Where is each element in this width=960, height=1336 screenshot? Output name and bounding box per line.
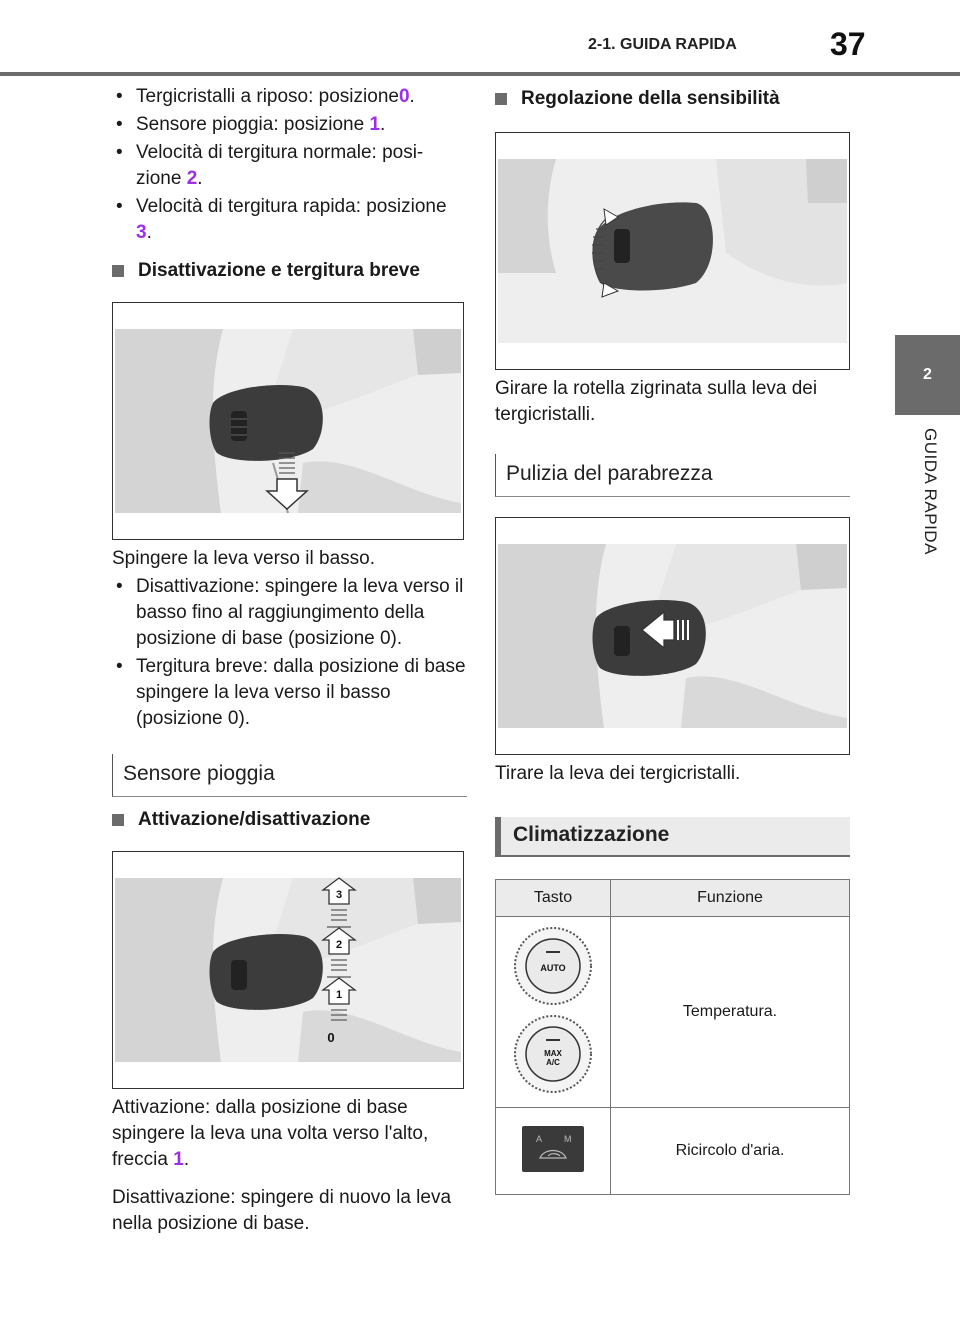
position-label-3: 3: [335, 889, 343, 901]
page-number: 37: [830, 26, 866, 62]
climate-function-table: [495, 879, 850, 1195]
column-header-tasto: Tasto: [496, 880, 611, 917]
paragraph-spingere: Spingere la leva verso il basso.: [112, 548, 375, 569]
figure-lever-down: [112, 302, 464, 540]
button-label-a: A: [536, 1133, 543, 1144]
ac-label: A/C: [546, 1057, 560, 1067]
list-item: • Sensore pioggia: posizione 1.: [112, 112, 467, 138]
pull-lever-illustration: [496, 518, 849, 754]
position-label-1: 1: [335, 989, 343, 1001]
paragraph-disattivazione: Disattivazione: spingere di nuovo la leva nella posizione di base.: [112, 1187, 452, 1234]
chapter-side-label: GUIDA RAPIDA: [921, 428, 940, 555]
table-row: [496, 917, 850, 1108]
key-cell-recirculation: [496, 1108, 611, 1195]
max-label: MAX: [544, 1048, 562, 1058]
paragraph-girare: Girare la rotella zigrinata sulla leva dei tergicristalli.: [495, 378, 818, 425]
header-rule: [0, 72, 960, 76]
temperature-knobs-icon: [508, 922, 598, 1098]
subheading-disattivazione: Disattivazione e tergitura breve: [112, 258, 467, 284]
right-column: [495, 84, 850, 1195]
wiper-position-list: [112, 84, 467, 246]
list-item: • Tergitura breve: dalla posizione di base spingere la leva verso il basso (posizione 0).: [112, 654, 467, 732]
figure-lever-positions: [112, 851, 464, 1089]
section-heading-climatizzazione: Climatizzazione: [495, 817, 850, 857]
button-label-m: M: [564, 1133, 572, 1144]
column-header-funzione: Funzione: [611, 880, 850, 917]
recirculation-button-icon: [520, 1124, 586, 1174]
lever-down-illustration: [113, 303, 463, 539]
subheading-regolazione: Regolazione della sensibilità: [495, 86, 850, 112]
section-heading-pulizia: Pulizia del parabrezza: [495, 454, 850, 497]
figure-pull-lever: [495, 517, 850, 755]
running-header-section: 2-1. GUIDA RAPIDA: [588, 36, 737, 53]
left-column: [112, 84, 467, 1237]
chapter-tab: 2: [895, 335, 960, 415]
paragraph-tirare: Tirare la leva dei tergicristalli.: [495, 763, 741, 784]
square-bullet-icon: [495, 93, 507, 105]
key-cell-temperature: [496, 917, 611, 1108]
square-bullet-icon: [112, 814, 124, 826]
position-label-0: 0: [327, 1030, 335, 1045]
function-cell-recirculation: Ricircolo d'aria.: [611, 1108, 850, 1195]
section-heading-sensore: Sensore pioggia: [112, 754, 467, 797]
list-item: • Velocità di tergitura rapida: posizione 3.: [112, 194, 467, 246]
disattivazione-list: [112, 574, 467, 732]
subheading-attivazione: Attivazione/disattivazione: [112, 807, 467, 833]
auto-label: AUTO: [540, 962, 566, 973]
sensitivity-wheel-illustration: [496, 133, 849, 369]
lever-positions-illustration: [113, 852, 463, 1088]
table-row: [496, 1108, 850, 1195]
square-bullet-icon: [112, 265, 124, 277]
table-header-row: [496, 880, 850, 917]
list-item: • Velocità di tergitura normale: posi-zione 2.: [112, 140, 467, 192]
position-label-2: 2: [335, 939, 343, 951]
list-item: • Tergicristalli a riposo: posizione0.: [112, 84, 467, 110]
function-cell-temperature: Temperatura.: [611, 917, 850, 1108]
figure-sensitivity-wheel: [495, 132, 850, 370]
paragraph-attivazione: Attivazione: dalla posizione di base spingere la leva una volta verso l'alto, freccia 1.: [112, 1097, 429, 1170]
list-item: • Disattivazione: spingere la leva verso il basso fino al raggiungimento della posizione di base (posizione 0).: [112, 574, 467, 652]
